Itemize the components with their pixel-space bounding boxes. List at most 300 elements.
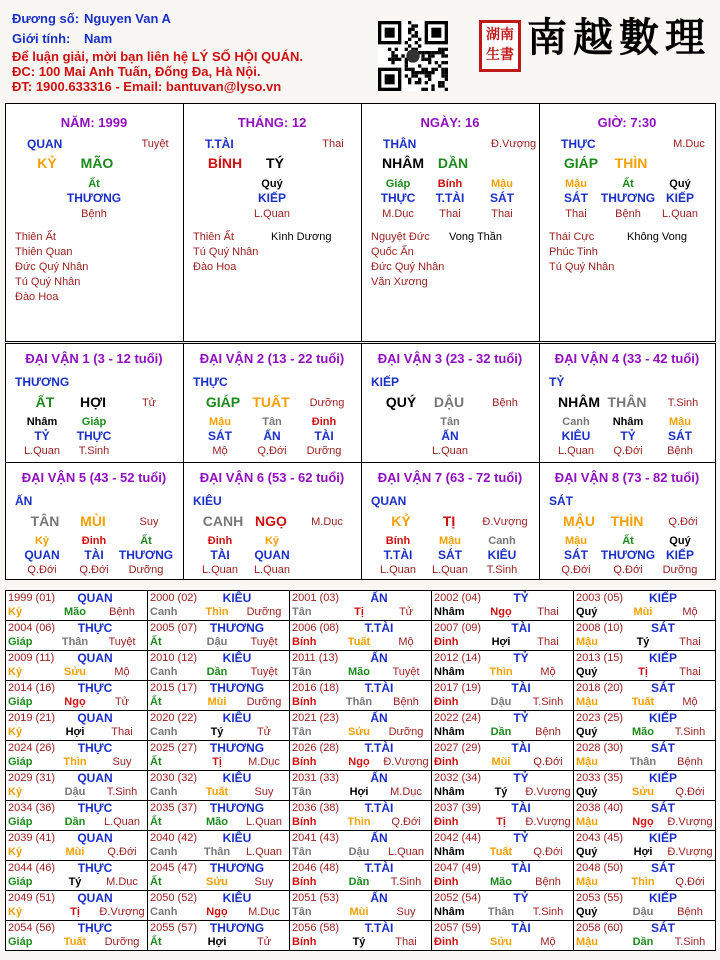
year-can: Giáp	[8, 756, 33, 768]
dai-van-tang-can: Giáp	[81, 416, 107, 428]
dai-van-chi: DẬU	[433, 394, 465, 410]
dai-van-tang-can: Kỷ	[34, 535, 50, 547]
year-truong-sinh: Thai	[537, 636, 559, 648]
dai-van-can: ẤT	[35, 394, 55, 410]
year-chi: Dậu	[206, 636, 228, 648]
year-thap-than: QUAN	[77, 831, 113, 845]
dai-van-tang-thap: QUAN	[254, 548, 290, 562]
year-chi: Mùi	[491, 756, 511, 768]
year-label: 2058 (60)	[576, 922, 624, 934]
dai-van-truong-sinh: Dưỡng	[309, 397, 345, 409]
dai-van-tang-ts: Dưỡng	[306, 445, 342, 457]
year-can: Nhâm	[434, 726, 465, 738]
year-chi: Dần	[64, 816, 86, 828]
year-chi: Hợi	[65, 726, 85, 738]
year-can: Bính	[292, 756, 317, 768]
pillar-header: THÁNG: 12	[237, 115, 307, 130]
year-can: Ất	[150, 696, 162, 708]
dai-van-tang-ts: L.Quan	[253, 564, 291, 576]
dai-van-tang-ts: Q.Đới	[561, 564, 591, 576]
year-truong-sinh: Thai	[679, 636, 701, 648]
year-chi: Thìn	[347, 816, 371, 828]
year-truong-sinh: Bệnh	[109, 606, 135, 618]
year-label: 2021 (23)	[292, 712, 340, 724]
year-label: 2042 (44)	[434, 832, 482, 844]
year-chi: Mão	[632, 726, 654, 738]
year-thap-than: THỰC	[77, 921, 113, 935]
dai-van-tang-can: Đinh	[207, 535, 233, 547]
year-truong-sinh: Thai	[111, 726, 133, 738]
year-truong-sinh: Suy	[112, 756, 132, 768]
tang-thap-than: KIẾP	[665, 191, 694, 205]
year-label: 2018 (20)	[576, 682, 624, 694]
dai-van-tang-thap: THƯƠNG	[118, 548, 174, 562]
year-thap-than: TỶ	[513, 591, 529, 605]
dai-van-tang-can: Bính	[385, 535, 411, 547]
dai-van-chi: TỊ	[442, 513, 456, 529]
year-thap-than: SÁT	[651, 741, 675, 755]
year-chi: Mão	[206, 816, 228, 828]
dai-van-tang-thap: THƯƠNG	[600, 548, 656, 562]
year-chi: Ngọ	[206, 906, 228, 918]
year-thap-than: KIÊU	[222, 711, 252, 725]
dai-van-tang-can: Mậu	[565, 535, 587, 547]
year-truong-sinh: Tử	[256, 936, 272, 948]
year-label: 2001 (03)	[292, 592, 340, 604]
year-thap-than: TÀI	[511, 681, 531, 695]
year-thap-than: TÀI	[511, 921, 531, 935]
pillar-can: BÍNH	[207, 155, 243, 171]
year-truong-sinh: Dưỡng	[246, 606, 282, 618]
than-sat-star: Thiên Quan	[15, 246, 73, 258]
year-label: 2036 (38)	[292, 802, 340, 814]
year-chi: Sửu	[205, 876, 229, 888]
dai-van-tang-can: Canh	[562, 416, 590, 428]
dai-van-tang-thap: TÀI	[314, 429, 334, 443]
year-thap-than: T.TÀI	[364, 921, 394, 935]
year-truong-sinh: Mộ	[682, 696, 698, 708]
year-truong-sinh: Đ.Vượng	[99, 906, 145, 918]
year-truong-sinh: T.Sinh	[532, 696, 564, 708]
year-thap-than: THƯƠNG	[209, 681, 265, 695]
year-chi: Tý	[68, 876, 82, 888]
year-can: Canh	[150, 606, 178, 618]
year-thap-than: THỰC	[77, 681, 113, 695]
dai-van-chi: THÌN	[610, 513, 644, 529]
year-truong-sinh: Q.Đới	[533, 846, 563, 858]
dai-van-truong-sinh: Tử	[141, 397, 157, 409]
year-chi: Dậu	[348, 846, 370, 858]
year-truong-sinh: L.Quan	[245, 846, 283, 858]
year-can: Canh	[150, 906, 178, 918]
year-chi: Thân	[629, 756, 657, 768]
than-sat-star: Quốc Ấn	[371, 246, 414, 258]
year-chi: Mão	[348, 666, 370, 678]
dai-van-tang-ts: Q.Đới	[79, 564, 109, 576]
year-truong-sinh: T.Sinh	[532, 906, 564, 918]
tang-truong-sinh: Bệnh	[615, 208, 641, 220]
than-sat-star: Đào Hoa	[15, 291, 59, 303]
dai-van-tang-can: Nhâm	[612, 416, 644, 428]
year-thap-than: T.TÀI	[364, 681, 394, 695]
year-thap-than: QUAN	[77, 891, 113, 905]
year-thap-than: THƯƠNG	[209, 921, 265, 935]
year-thap-than: ẤN	[370, 831, 388, 845]
year-chi: Tị	[212, 756, 222, 768]
dai-van-thap-than: KIÊU	[193, 494, 222, 508]
dai-van-tang-can: Đinh	[311, 416, 337, 428]
year-label: 2022 (24)	[434, 712, 482, 724]
year-chi: Thân	[345, 696, 373, 708]
year-truong-sinh: Tuyệt	[108, 636, 136, 648]
tang-can: Mậu	[565, 178, 587, 190]
year-can: Đinh	[434, 636, 459, 648]
year-chi: Hợi	[633, 846, 653, 858]
year-chi: Thìn	[205, 606, 229, 618]
year-can: Ất	[150, 936, 162, 948]
year-can: Quý	[576, 906, 598, 918]
year-label: 2046 (48)	[292, 862, 340, 874]
year-chi: Ngọ	[348, 756, 370, 768]
year-can: Tân	[292, 606, 312, 618]
year-chi: Tị	[70, 906, 80, 918]
dai-van-tang-can: Nhâm	[26, 416, 58, 428]
year-can: Nhâm	[434, 906, 465, 918]
year-can: Ất	[150, 756, 162, 768]
dai-van-tang-thap: SÁT	[208, 429, 232, 443]
year-truong-sinh: Đ.Vượng	[667, 846, 713, 858]
tang-thap-than: KIẾP	[257, 191, 286, 205]
year-label: 2052 (54)	[434, 892, 482, 904]
dai-van-can: CANH	[202, 513, 244, 529]
tang-truong-sinh: Thai	[565, 208, 587, 220]
pillar-chi: MÃO	[80, 155, 114, 171]
dai-van-tang-thap: KIÊU	[487, 548, 517, 562]
year-thap-than: QUAN	[77, 591, 113, 605]
year-chi: Sửu	[489, 936, 513, 948]
year-label: 2023 (25)	[576, 712, 624, 724]
year-chi: Hợi	[349, 786, 369, 798]
tang-thap-than: SÁT	[490, 191, 514, 205]
year-truong-sinh: Bệnh	[535, 726, 561, 738]
dai-van-tang-can: Mậu	[669, 416, 691, 428]
year-truong-sinh: Tuyệt	[250, 636, 278, 648]
dai-van-thap-than: QUAN	[371, 494, 407, 508]
year-label: 2039 (41)	[8, 832, 56, 844]
year-chi: Tuất	[347, 636, 371, 648]
dai-van-tang-can: Canh	[488, 535, 516, 547]
year-chi: Tị	[638, 666, 648, 678]
dai-van-header: ĐẠI VẬN 7 (63 - 72 tuổi)	[377, 470, 523, 485]
dai-van-tang-ts: L.Quan	[379, 564, 417, 576]
dai-van-can: KỶ	[391, 513, 411, 529]
year-truong-sinh: Mộ	[114, 666, 130, 678]
dai-van-tang-ts: Q.Đới	[613, 564, 643, 576]
dai-van-tang-can: Tân	[440, 416, 460, 428]
tang-truong-sinh: L.Quan	[661, 208, 699, 220]
year-chi: Tuất	[205, 786, 229, 798]
dai-van-tang-ts: Dưỡng	[128, 564, 164, 576]
dai-van-header: ĐẠI VẬN 5 (43 - 52 tuổi)	[21, 470, 167, 485]
year-can: Nhâm	[434, 606, 465, 618]
year-truong-sinh: Mộ	[540, 936, 556, 948]
dai-van-header: ĐẠI VẬN 1 (3 - 12 tuổi)	[25, 351, 163, 366]
year-chi: Mùi	[633, 606, 653, 618]
year-can: Ất	[150, 636, 162, 648]
dai-van-thap-than: THƯƠNG	[15, 375, 70, 389]
year-thap-than: TÀI	[511, 861, 531, 875]
year-truong-sinh: Suy	[254, 786, 274, 798]
year-truong-sinh: Tử	[256, 726, 272, 738]
year-truong-sinh: Q.Đới	[675, 876, 705, 888]
pillar-can: GIÁP	[563, 155, 599, 171]
year-can: Tân	[292, 846, 312, 858]
year-thap-than: THƯƠNG	[209, 801, 265, 815]
year-truong-sinh: Q.Đới	[107, 846, 137, 858]
qr-code[interactable]	[378, 21, 448, 91]
year-chi: Mão	[64, 606, 86, 618]
dai-van-tang-thap: KIÊU	[561, 429, 591, 443]
dai-van-tang-thap: SÁT	[564, 548, 588, 562]
dai-van-tang-thap: THỰC	[76, 429, 112, 443]
year-label: 2030 (32)	[150, 772, 198, 784]
dai-van-can: MẬU	[563, 513, 595, 529]
dai-van-tang-ts: L.Quan	[557, 445, 595, 457]
year-chi: Dần	[348, 876, 370, 888]
year-truong-sinh: L.Quan	[245, 816, 283, 828]
year-can: Giáp	[8, 816, 33, 828]
year-thap-than: T.TÀI	[364, 741, 394, 755]
dai-van-header: ĐẠI VẬN 4 (33 - 42 tuổi)	[554, 351, 700, 366]
tang-truong-sinh: Bệnh	[81, 208, 107, 220]
year-can: Đinh	[434, 936, 459, 948]
dai-van-tang-ts: L.Quan	[201, 564, 239, 576]
than-sat-star: Đào Hoa	[193, 261, 237, 273]
year-chi: Tý	[352, 936, 366, 948]
dai-van-chi: MÙI	[80, 513, 106, 529]
dai-van-tang-thap: TỶ	[34, 429, 50, 443]
dai-van-tang-thap: ẤN	[441, 429, 459, 443]
year-truong-sinh: Tử	[398, 606, 414, 618]
dai-van-tang-ts: T.Sinh	[78, 445, 110, 457]
year-can: Đinh	[434, 876, 459, 888]
year-thap-than: QUAN	[77, 651, 113, 665]
year-thap-than: SÁT	[651, 921, 675, 935]
pillar-header: NĂM: 1999	[60, 115, 128, 130]
year-truong-sinh: Thai	[679, 666, 701, 678]
than-sat-star: Tú Quý Nhân	[15, 276, 81, 288]
year-label: 1999 (01)	[8, 592, 56, 604]
year-truong-sinh: Bệnh	[677, 756, 703, 768]
gender-label: Giới tính:	[12, 31, 71, 46]
tang-can: Ất	[88, 178, 100, 190]
year-label: 2012 (14)	[434, 652, 482, 664]
year-can: Mậu	[576, 696, 598, 708]
year-thap-than: THƯƠNG	[209, 741, 265, 755]
year-can: Kỷ	[8, 666, 23, 678]
year-truong-sinh: Tuyệt	[250, 666, 278, 678]
pillar-truong-sinh: Đ.Vượng	[491, 138, 537, 150]
dai-van-tang-thap: TỶ	[620, 429, 636, 443]
year-thap-than: KIẾP	[648, 651, 677, 665]
year-thap-than: KIẾP	[648, 771, 677, 785]
year-truong-sinh: Đ.Vượng	[525, 786, 571, 798]
year-label: 2028 (30)	[576, 742, 624, 754]
year-can: Bính	[292, 876, 317, 888]
year-truong-sinh: Dưỡng	[388, 726, 424, 738]
year-truong-sinh: Suy	[396, 906, 416, 918]
dai-van-thap-than: SÁT	[549, 494, 573, 508]
year-truong-sinh: M.Dục	[248, 756, 280, 768]
year-label: 2003 (05)	[576, 592, 624, 604]
pillar-thap-than: QUAN	[27, 137, 63, 151]
year-thap-than: ẤN	[370, 771, 388, 785]
year-truong-sinh: Mộ	[682, 606, 698, 618]
year-truong-sinh: M.Dục	[248, 906, 280, 918]
year-chi: Dậu	[490, 696, 512, 708]
than-sat-star: Nguyệt Đức	[371, 231, 430, 243]
year-thap-than: KIÊU	[222, 771, 252, 785]
year-label: 2024 (26)	[8, 742, 56, 754]
tang-can: Bính	[437, 178, 463, 190]
year-label: 2019 (21)	[8, 712, 56, 724]
than-sat-star: Kình Dương	[271, 231, 332, 243]
than-sat-star: Thái Cực	[549, 231, 595, 243]
pillar-truong-sinh: Thai	[322, 138, 344, 150]
year-thap-than: ẤN	[370, 891, 388, 905]
dai-van-tang-ts: Q.Đới	[257, 445, 287, 457]
year-can: Mậu	[576, 816, 598, 828]
year-can: Đinh	[434, 816, 459, 828]
year-label: 2038 (40)	[576, 802, 624, 814]
year-can: Bính	[292, 696, 317, 708]
year-chi: Tý	[494, 786, 508, 798]
year-chi: Sửu	[631, 786, 655, 798]
year-can: Bính	[292, 636, 317, 648]
year-can: Canh	[150, 786, 178, 798]
tang-thap-than: THỰC	[380, 191, 416, 205]
than-sat-star: Không Vong	[627, 231, 687, 243]
year-thap-than: SÁT	[651, 861, 675, 875]
tang-thap-than: T.TÀI	[435, 191, 465, 205]
dai-van-tang-ts: L.Quan	[431, 445, 469, 457]
year-thap-than: KIÊU	[222, 651, 252, 665]
year-label: 2029 (31)	[8, 772, 56, 784]
year-truong-sinh: Bệnh	[677, 906, 703, 918]
than-sat-star: Văn Xương	[371, 276, 428, 288]
year-chi: Dần	[490, 726, 512, 738]
year-thap-than: SÁT	[651, 801, 675, 815]
dai-van-tang-thap: T.TÀI	[383, 548, 413, 562]
dai-van-thap-than: KIẾP	[371, 375, 400, 389]
year-truong-sinh: M.Dục	[390, 786, 422, 798]
year-chi: Tuất	[63, 936, 87, 948]
dai-van-header: ĐẠI VẬN 8 (73 - 82 tuổi)	[554, 470, 700, 485]
year-thap-than: THỰC	[77, 741, 113, 755]
year-thap-than: KIÊU	[222, 891, 252, 905]
year-can: Mậu	[576, 876, 598, 888]
dai-van-can: GIÁP	[205, 394, 241, 410]
year-truong-sinh: M.Dục	[106, 876, 138, 888]
year-thap-than: KIẾP	[648, 831, 677, 845]
tang-thap-than: THƯƠNG	[600, 191, 656, 205]
year-truong-sinh: Bệnh	[535, 876, 561, 888]
tang-truong-sinh: L.Quan	[253, 208, 291, 220]
than-sat-star: Đức Quý Nhân	[371, 261, 445, 273]
dai-van-tang-thap: SÁT	[438, 548, 462, 562]
tang-can: Quý	[669, 178, 691, 190]
dai-van-tang-ts: Q.Đới	[613, 445, 643, 457]
year-label: 2032 (34)	[434, 772, 482, 784]
year-can: Mậu	[576, 936, 598, 948]
year-can: Nhâm	[434, 846, 465, 858]
year-thap-than: TỶ	[513, 651, 529, 665]
year-label: 2049 (51)	[8, 892, 56, 904]
year-truong-sinh: Q.Đới	[533, 756, 563, 768]
year-thap-than: ẤN	[370, 711, 388, 725]
pillar-thap-than: T.TÀI	[205, 137, 234, 151]
tang-can: Mậu	[491, 178, 513, 190]
dai-van-thap-than: TỶ	[549, 375, 565, 389]
year-truong-sinh: Dưỡng	[104, 936, 140, 948]
year-truong-sinh: L.Quan	[103, 816, 141, 828]
dai-van-tang-can: Mậu	[439, 535, 461, 547]
dai-van-header: ĐẠI VẬN 6 (53 - 62 tuổi)	[199, 470, 345, 485]
dai-van-truong-sinh: Bệnh	[492, 397, 518, 409]
year-label: 2040 (42)	[150, 832, 198, 844]
dai-van-tang-ts: L.Quan	[431, 564, 469, 576]
year-can: Nhâm	[434, 786, 465, 798]
year-label: 2026 (28)	[292, 742, 340, 754]
year-chi: Tị	[496, 816, 506, 828]
dai-van-tang-ts: L.Quan	[23, 445, 61, 457]
dai-van-tang-thap: KIẾP	[665, 548, 694, 562]
dai-van-tang-thap: ẤN	[263, 429, 281, 443]
year-chi: Dần	[206, 666, 228, 678]
year-label: 2025 (27)	[150, 742, 198, 754]
dai-van-tang-thap: TÀI	[210, 548, 230, 562]
tang-thap-than: THƯƠNG	[66, 191, 122, 205]
year-thap-than: THƯƠNG	[209, 861, 265, 875]
year-chi: Ngọ	[632, 816, 654, 828]
year-thap-than: TỶ	[513, 771, 529, 785]
year-label: 2050 (52)	[150, 892, 198, 904]
year-chi: Tý	[210, 726, 224, 738]
dai-van-chi: NGỌ	[255, 513, 287, 529]
year-can: Đinh	[434, 696, 459, 708]
year-label: 2043 (45)	[576, 832, 624, 844]
tang-truong-sinh: Thai	[491, 208, 513, 220]
year-can: Kỷ	[8, 606, 23, 618]
year-chi: Thân	[487, 906, 515, 918]
than-sat-star: Phúc Tinh	[549, 246, 598, 258]
dai-van-tang-ts: Q.Đới	[27, 564, 57, 576]
year-thap-than: T.TÀI	[364, 801, 394, 815]
dai-van-truong-sinh: Đ.Vượng	[482, 516, 528, 528]
brand-title: 南越數理	[527, 14, 711, 61]
year-can: Canh	[150, 846, 178, 858]
dai-van-tang-ts: T.Sinh	[486, 564, 518, 576]
year-truong-sinh: Đ.Vượng	[383, 756, 429, 768]
year-label: 2002 (04)	[434, 592, 482, 604]
than-sat-star: Vong Thần	[449, 231, 503, 243]
year-label: 2034 (36)	[8, 802, 56, 814]
year-thap-than: TỶ	[513, 891, 529, 905]
year-thap-than: TÀI	[511, 741, 531, 755]
year-thap-than: QUAN	[77, 711, 113, 725]
year-label: 2009 (11)	[8, 652, 55, 664]
dai-van-truong-sinh: T.Sinh	[667, 397, 699, 409]
